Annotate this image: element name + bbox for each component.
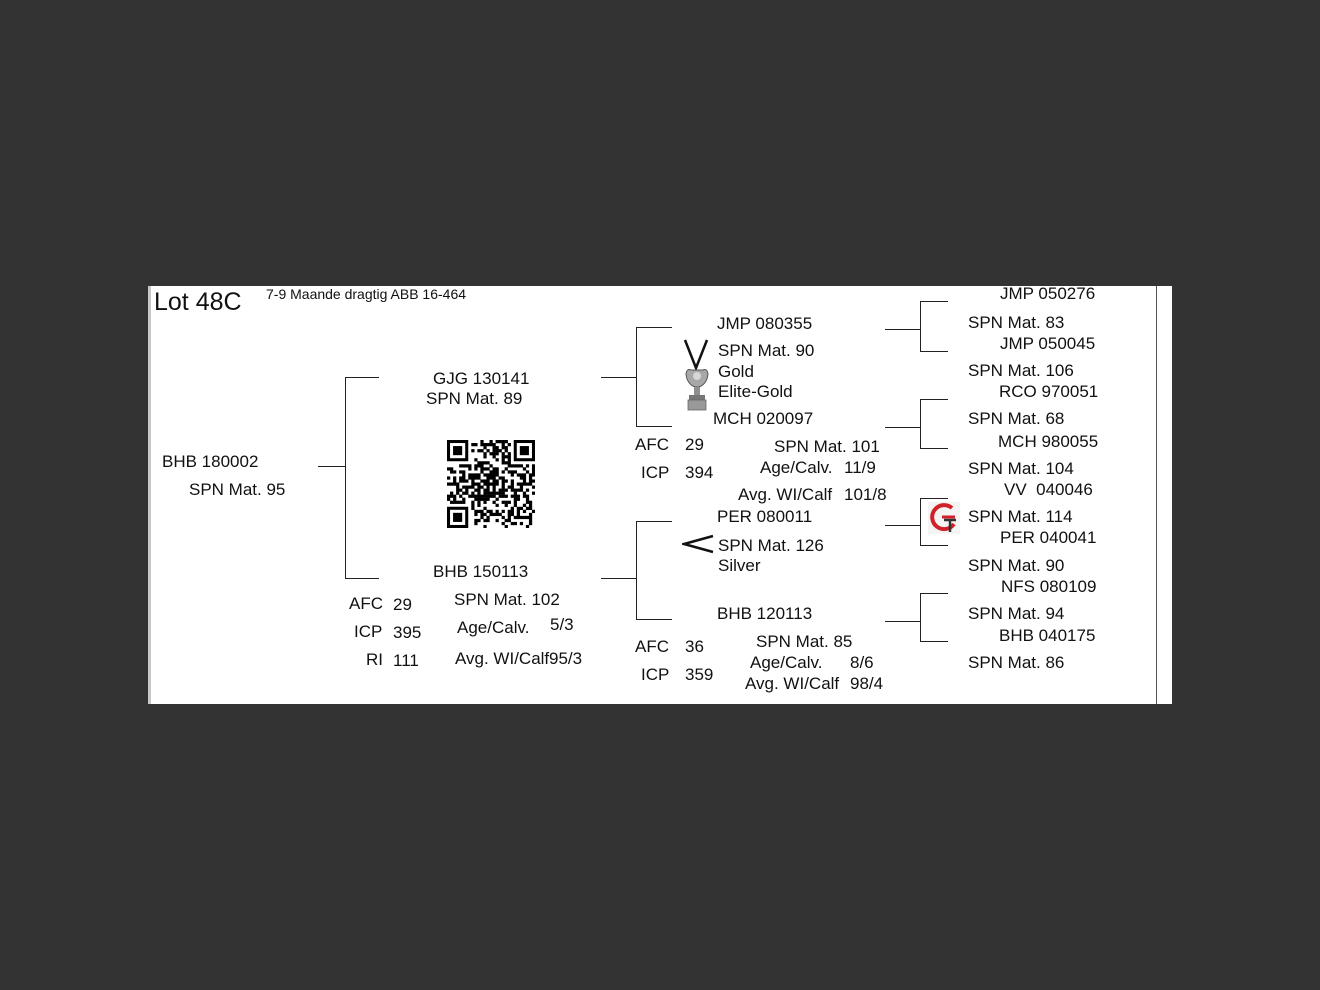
sire-connector — [601, 377, 637, 378]
sd-icp: 394 — [685, 463, 714, 482]
sire-bracket — [636, 327, 637, 427]
dam-afc-label: AFC — [349, 594, 383, 613]
dam-bracket-top — [636, 521, 672, 522]
silver-chevron-icon — [682, 534, 714, 556]
sire-bracket-top — [636, 327, 672, 328]
qr-code-icon — [447, 440, 535, 528]
sd-bracket — [920, 399, 921, 449]
sd-age: 11/9 — [844, 458, 876, 477]
gen3-spn-8: SPN Mat. 86 — [968, 653, 1065, 672]
dam-avg: 95/3 — [549, 649, 583, 668]
gen3-id-8: BHB 040175 — [999, 626, 1096, 645]
ds-id: PER 080011 — [717, 507, 813, 526]
dam-icp-label: ICP — [354, 622, 383, 641]
ss-bracket-bottom — [920, 351, 948, 352]
pedigree-card — [148, 286, 1172, 704]
dd-bracket-bottom — [920, 641, 948, 642]
gen3-id-3: RCO 970051 — [999, 382, 1099, 401]
sd-id: MCH 020097 — [713, 409, 814, 428]
dd-icp-label: ICP — [641, 665, 670, 684]
dd-avg-label: Avg. WI/Calf — [745, 674, 840, 693]
gen1-bracket — [345, 377, 346, 579]
gen3-id-4: MCH 980055 — [998, 432, 1099, 451]
ss-spn: SPN Mat. 90 — [718, 341, 815, 360]
ds-bracket — [920, 498, 921, 546]
dam-id: BHB 150113 — [433, 562, 529, 581]
sire-id: GJG 130141 — [433, 369, 530, 388]
sd-icp-label: ICP — [641, 463, 670, 482]
dam-bracket-bottom — [636, 619, 672, 620]
gen3-id-7: NFS 080109 — [1001, 577, 1097, 596]
dam-avg-label: Avg. WI/Calf — [455, 649, 550, 668]
dam-connector — [601, 578, 637, 579]
gen3-spn-3: SPN Mat. 68 — [968, 409, 1065, 428]
gen3-spn-1: SPN Mat. 83 — [968, 313, 1065, 332]
dd-id: BHB 120113 — [717, 604, 813, 623]
sd-connector — [885, 427, 920, 428]
subject-id: BHB 180002 — [162, 452, 259, 471]
gt-logo-icon — [928, 502, 960, 534]
gen3-id-1: JMP 050276 — [1000, 286, 1096, 303]
gen3-id-2: JMP 050045 — [1000, 334, 1096, 353]
gen3-id-6: PER 040041 — [1000, 528, 1097, 547]
dd-bracket — [920, 593, 921, 642]
dam-age: 5/3 — [550, 615, 574, 634]
sd-spn: SPN Mat. 101 — [774, 437, 880, 456]
ds-award-silver: Silver — [718, 556, 761, 575]
dd-icp: 359 — [685, 665, 714, 684]
dd-age-label: Age/Calv. — [750, 653, 823, 672]
sd-bracket-bottom — [920, 448, 948, 449]
dam-ri: 111 — [393, 651, 419, 670]
dd-spn: SPN Mat. 85 — [756, 632, 853, 651]
gen3-spn-2: SPN Mat. 106 — [968, 361, 1074, 380]
sd-age-label: Age/Calv. — [760, 458, 833, 477]
gen1-bracket-top — [345, 377, 379, 378]
ds-bracket-top — [920, 498, 948, 499]
subject-connector — [318, 466, 346, 467]
ds-spn: SPN Mat. 126 — [718, 536, 824, 555]
ds-connector — [885, 525, 920, 526]
sd-afc: 29 — [685, 435, 704, 454]
ss-bracket-top — [920, 301, 948, 302]
gen1-bracket-bottom — [345, 578, 379, 579]
sd-bracket-top — [920, 399, 948, 400]
card-left-edge — [148, 286, 151, 704]
subject-spn: SPN Mat. 95 — [189, 480, 286, 499]
gen3-spn-5: SPN Mat. 114 — [968, 507, 1073, 526]
trophy-medal-icon — [681, 338, 713, 414]
ss-connector — [885, 329, 920, 330]
dd-afc: 36 — [685, 637, 704, 656]
ss-bracket — [920, 301, 921, 352]
dd-afc-label: AFC — [635, 637, 669, 656]
sire-spn: SPN Mat. 89 — [426, 389, 523, 408]
ss-award-elite: Elite-Gold — [718, 382, 793, 401]
gen3-spn-7: SPN Mat. 94 — [968, 604, 1065, 623]
gen3-id-5: VV 040046 — [1004, 480, 1093, 499]
ds-bracket-bottom — [920, 545, 948, 546]
sire-bracket-bottom — [636, 426, 672, 427]
sd-avg: 101/8 — [844, 485, 887, 504]
ss-award-gold: Gold — [718, 362, 754, 381]
gen3-spn-4: SPN Mat. 104 — [968, 459, 1074, 478]
dam-spn: SPN Mat. 102 — [454, 590, 560, 609]
dam-bracket — [636, 521, 637, 620]
dd-connector — [885, 621, 920, 622]
dd-bracket-top — [920, 593, 948, 594]
card-right-edge — [1156, 286, 1157, 704]
ss-id: JMP 080355 — [717, 314, 813, 333]
sd-avg-label: Avg. WI/Calf — [738, 485, 833, 504]
dam-age-label: Age/Calv. — [457, 618, 530, 637]
dam-afc: 29 — [393, 595, 412, 614]
dam-ri-label: RI — [366, 650, 383, 669]
lot-title: Lot 48C — [154, 288, 242, 316]
dd-age: 8/6 — [850, 653, 874, 672]
sd-afc-label: AFC — [635, 435, 669, 454]
dd-avg: 98/4 — [850, 674, 884, 693]
gen3-spn-6: SPN Mat. 90 — [968, 556, 1065, 575]
dam-icp: 395 — [393, 623, 422, 642]
lot-subtitle: 7-9 Maande dragtig ABB 16-464 — [266, 286, 467, 302]
